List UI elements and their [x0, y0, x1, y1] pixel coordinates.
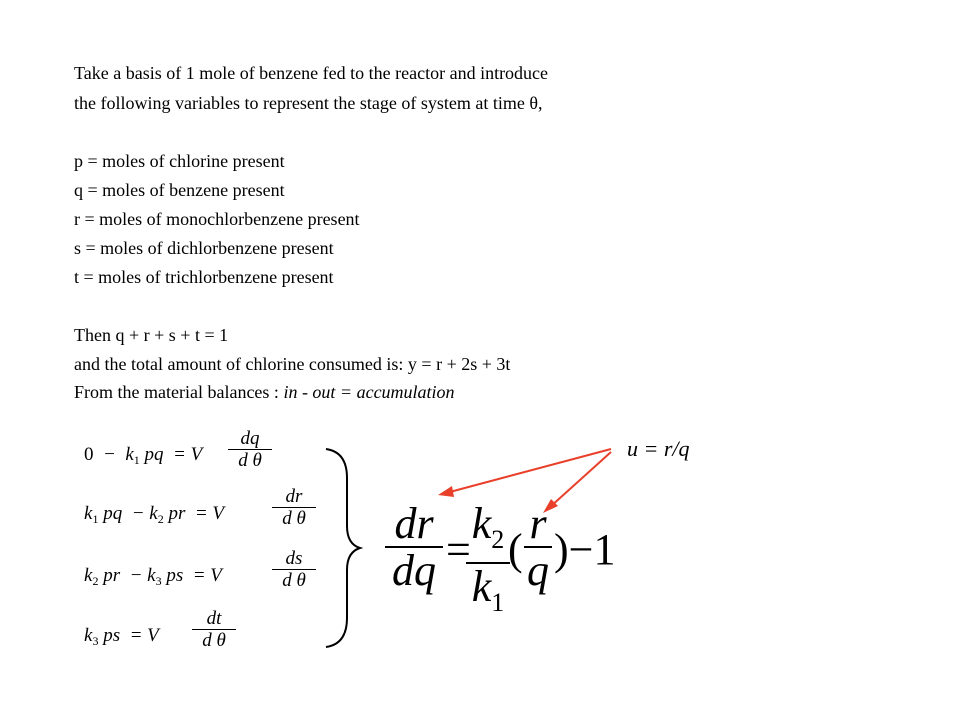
- arrowhead-dr: [438, 486, 454, 497]
- equation-4-lhs: $k_3$ ps = V: [84, 625, 159, 648]
- result-dr-dq: dr dq: [385, 502, 443, 594]
- arrow-to-r: [550, 452, 611, 507]
- equation-1-lhs: $0 - k_1$ pq = V: [84, 444, 203, 467]
- result-r-q: r q: [524, 502, 552, 594]
- variable-s: s = moles of dichlorbenzene present: [74, 238, 334, 258]
- sum-equation: Then q + r + s + t = 1: [74, 325, 229, 345]
- result-equals: =: [446, 525, 471, 574]
- equation-2-derivative: dr d θ: [272, 487, 316, 530]
- variable-t: t = moles of trichlorbenzene present: [74, 267, 334, 287]
- equation-2-lhs: $k_1$ pq − $k_2$ pr = V: [84, 503, 225, 526]
- result-close-minus-one: )−1: [554, 525, 616, 574]
- result-k2-k1: $k_2$ $k_1$: [466, 502, 510, 626]
- equation-3-lhs: $k_2$ pr − $k_3$ ps = V: [84, 565, 222, 588]
- variable-q: q = moles of benzene present: [74, 180, 285, 200]
- equation-3-derivative: ds d θ: [272, 549, 316, 592]
- balance-prefix: From the material balances :: [74, 382, 284, 402]
- equation-4-derivative: dt d θ: [192, 609, 236, 652]
- equation-1-derivative: dq d θ: [228, 429, 272, 472]
- right-curly-brace: [326, 449, 360, 647]
- intro-line-1: Take a basis of 1 mole of benzene fed to the reactor and introduce: [74, 63, 549, 83]
- variable-p: p = moles of chlorine present: [74, 151, 285, 171]
- intro-line-2: the following variables to represent the stage of system at time θ,: [74, 93, 543, 113]
- arrow-to-dr: [446, 449, 611, 493]
- result-open-paren: (: [508, 525, 523, 574]
- substitution-annotation: u = r/q: [627, 436, 690, 461]
- balance-italic: in - out = accumulation: [283, 382, 455, 402]
- chlorine-consumed: and the total amount of chlorine consumed is: y = r + 2s + 3t: [74, 354, 511, 374]
- variable-r: r = moles of monochlorbenzene present: [74, 209, 360, 229]
